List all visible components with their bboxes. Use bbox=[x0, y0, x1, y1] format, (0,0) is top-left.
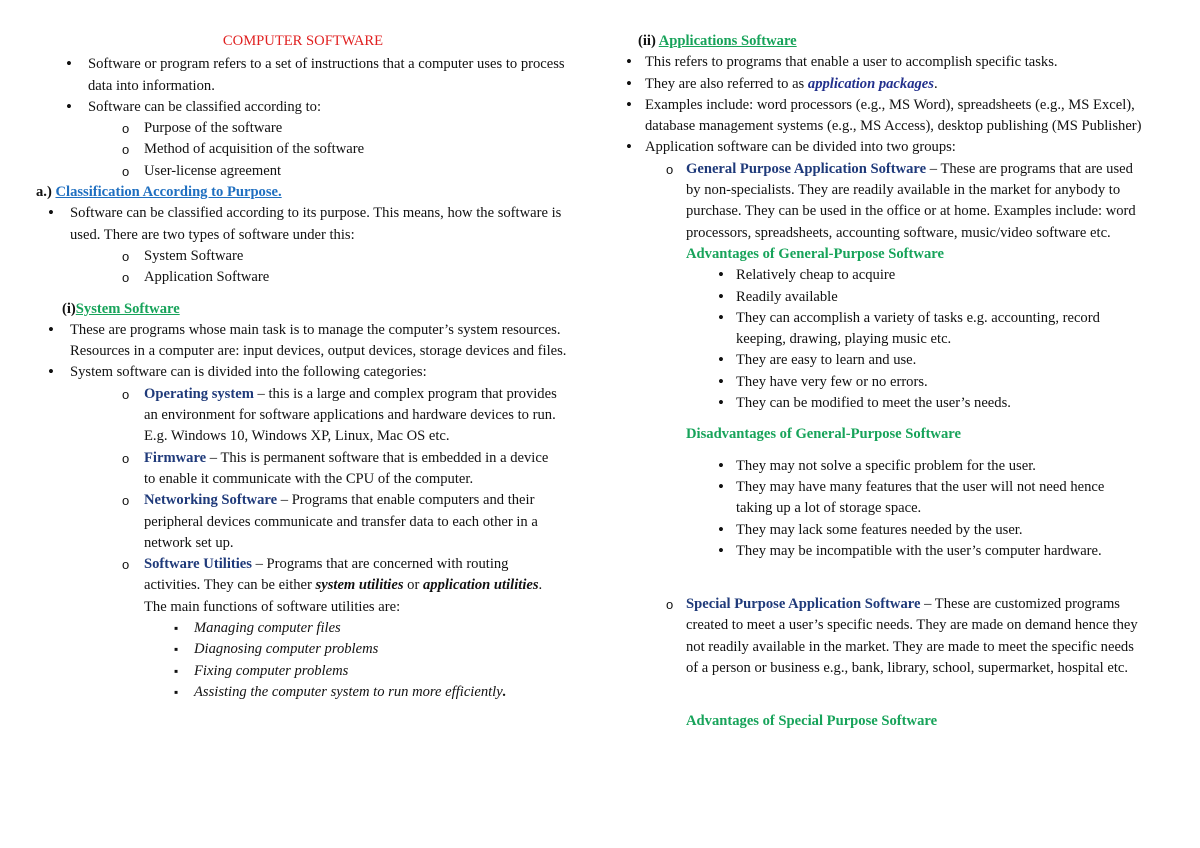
list-item: ▪ Fixing computer problems bbox=[174, 661, 576, 682]
emphasis: application packages bbox=[807, 75, 934, 92]
list-item-period: . bbox=[502, 683, 507, 700]
list-item: o Method of acquisition of the software bbox=[122, 139, 576, 160]
utility-functions-list bbox=[174, 618, 576, 703]
section-a-title: Classification According to Purpose. bbox=[55, 184, 282, 201]
list-item: • They can accomplish a variety of tasks e.g. accounting, record keeping, drawing, playing music etc. bbox=[706, 308, 1126, 351]
section-a-prefix: a.) bbox=[36, 184, 52, 201]
list-item-text: Assisting the computer system to run more efficiently bbox=[194, 683, 503, 700]
list-item: • This refers to programs that enable a user to accomplish specific tasks. bbox=[614, 52, 1154, 73]
list-item: • Relatively cheap to acquire bbox=[706, 265, 1126, 286]
section-a-list bbox=[36, 203, 576, 246]
list-item: • They may lack some features needed by the user. bbox=[706, 520, 1126, 541]
list-item: • They may be incompatible with the user’s computer hardware. bbox=[706, 541, 1126, 562]
app-software-heading bbox=[638, 31, 1154, 52]
list-item: • Examples include: word processors (e.g., MS Word), spreadsheets (e.g., MS Excel), database management systems (e.g., MS Access), desktop publishing (MS Publisher) bbox=[614, 95, 1154, 138]
category-networking-software bbox=[122, 490, 562, 554]
term-description: – Programs that enable computers and their peripheral devices communicate and transfer data to each other in a network set up. bbox=[144, 492, 538, 551]
term-description: – These are programs that are used by non-specialists. They are readily available in the market for anybody to purchase. They can be used in the office or at home. Examples include: word processors, spreadsheets, accounting software, music/video software etc. bbox=[686, 160, 1136, 241]
general-advantages-list bbox=[706, 265, 1126, 414]
right-column bbox=[614, 31, 1154, 733]
list-item: o System Software bbox=[122, 246, 576, 267]
list-item: • Software can be classified according to its purpose. This means, how the software is used. There are two types of software under this: bbox=[36, 203, 576, 246]
term-description: or bbox=[403, 577, 423, 594]
general-disadvantages-list bbox=[706, 456, 1126, 562]
list-item: • Application software can be divided into two groups: bbox=[614, 137, 1154, 158]
term: Special Purpose Application Software bbox=[686, 596, 921, 613]
list-item: • They may have many features that the user will not need hence taking up a lot of storage space. bbox=[706, 477, 1126, 520]
general-advantages-heading: Advantages of General-Purpose Software bbox=[686, 245, 944, 262]
app-software-list bbox=[614, 52, 1154, 158]
list-item: • They have very few or no errors. bbox=[706, 372, 1126, 393]
special-advantages-heading: Advantages of Special Purpose Software bbox=[686, 713, 938, 730]
list-item bbox=[614, 74, 1154, 95]
category-firmware bbox=[122, 448, 562, 491]
emphasis: system utilities bbox=[315, 577, 404, 594]
term: Operating system bbox=[144, 385, 254, 402]
term: Software Utilities bbox=[144, 556, 252, 573]
left-column bbox=[36, 31, 576, 703]
emphasis: application utilities bbox=[422, 577, 539, 594]
list-item: o User-license agreement bbox=[122, 161, 576, 182]
system-software-title: System Software bbox=[75, 300, 180, 317]
app-groups-list-2 bbox=[666, 594, 1142, 679]
list-item: • They are easy to learn and use. bbox=[706, 350, 1126, 371]
intro-list bbox=[36, 54, 576, 118]
category-operating-system bbox=[122, 384, 562, 448]
system-software-heading bbox=[62, 299, 576, 320]
term: Networking Software bbox=[144, 492, 278, 509]
group-general-purpose bbox=[666, 159, 1142, 244]
list-item: ▪ Diagnosing computer problems bbox=[174, 639, 576, 660]
system-software-list bbox=[36, 320, 576, 384]
list-item-text: . bbox=[933, 75, 938, 92]
list-item bbox=[174, 682, 576, 703]
category-software-utilities bbox=[122, 554, 562, 618]
general-disadvantages-heading: Disadvantages of General-Purpose Software bbox=[686, 426, 961, 443]
classification-criteria-list bbox=[122, 118, 576, 182]
list-item: • They may not solve a specific problem for the user. bbox=[706, 456, 1126, 477]
app-software-prefix: (ii) bbox=[638, 33, 656, 49]
term-description: . The main functions of software utilities are: bbox=[144, 577, 543, 615]
term-description: – These are customized programs created to meet a user’s specific needs. They are made on demand hence they not readily available in the market. They are made to meet the specific needs of a person or business e.g., bank, library, school, supermarket, hospital etc. bbox=[686, 596, 1138, 677]
group-special-purpose bbox=[666, 594, 1142, 679]
list-item-text: They are also referred to as bbox=[645, 75, 808, 92]
list-item: • They can be modified to meet the user’s needs. bbox=[706, 393, 1126, 414]
app-groups-list bbox=[666, 159, 1142, 244]
term-description: – Programs that are concerned with routing activities. They can be either bbox=[144, 556, 509, 594]
software-types-list bbox=[122, 246, 576, 289]
list-item: o Application Software bbox=[122, 267, 576, 288]
term: Firmware bbox=[144, 449, 207, 466]
list-item: • Software or program refers to a set of instructions that a computer uses to process data into information. bbox=[54, 54, 576, 97]
system-software-categories bbox=[122, 384, 562, 618]
page-title: COMPUTER SOFTWARE bbox=[222, 33, 384, 49]
term: General Purpose Application Software bbox=[686, 160, 927, 177]
section-a-heading bbox=[36, 182, 576, 203]
system-software-prefix: (i) bbox=[62, 300, 76, 317]
list-item: • Software can be classified according to: bbox=[54, 97, 576, 118]
term-description: – This is permanent software that is embedded in a device to enable it communicate with the CPU of the computer. bbox=[144, 449, 549, 487]
list-item: • These are programs whose main task is to manage the computer’s system resources. Resources in a computer are: input devices, output devices, storage devices and files. bbox=[36, 320, 576, 363]
list-item: • Readily available bbox=[706, 287, 1126, 308]
list-item: ▪ Managing computer files bbox=[174, 618, 576, 639]
app-software-title: Applications Software bbox=[658, 33, 797, 49]
list-item: • System software can is divided into the following categories: bbox=[36, 362, 576, 383]
list-item: o Purpose of the software bbox=[122, 118, 576, 139]
term-description: – this is a large and complex program that provides an environment for software applications and hardware devices to run. E.g. Windows 10, Windows XP, Linux, Mac OS etc. bbox=[144, 385, 557, 445]
